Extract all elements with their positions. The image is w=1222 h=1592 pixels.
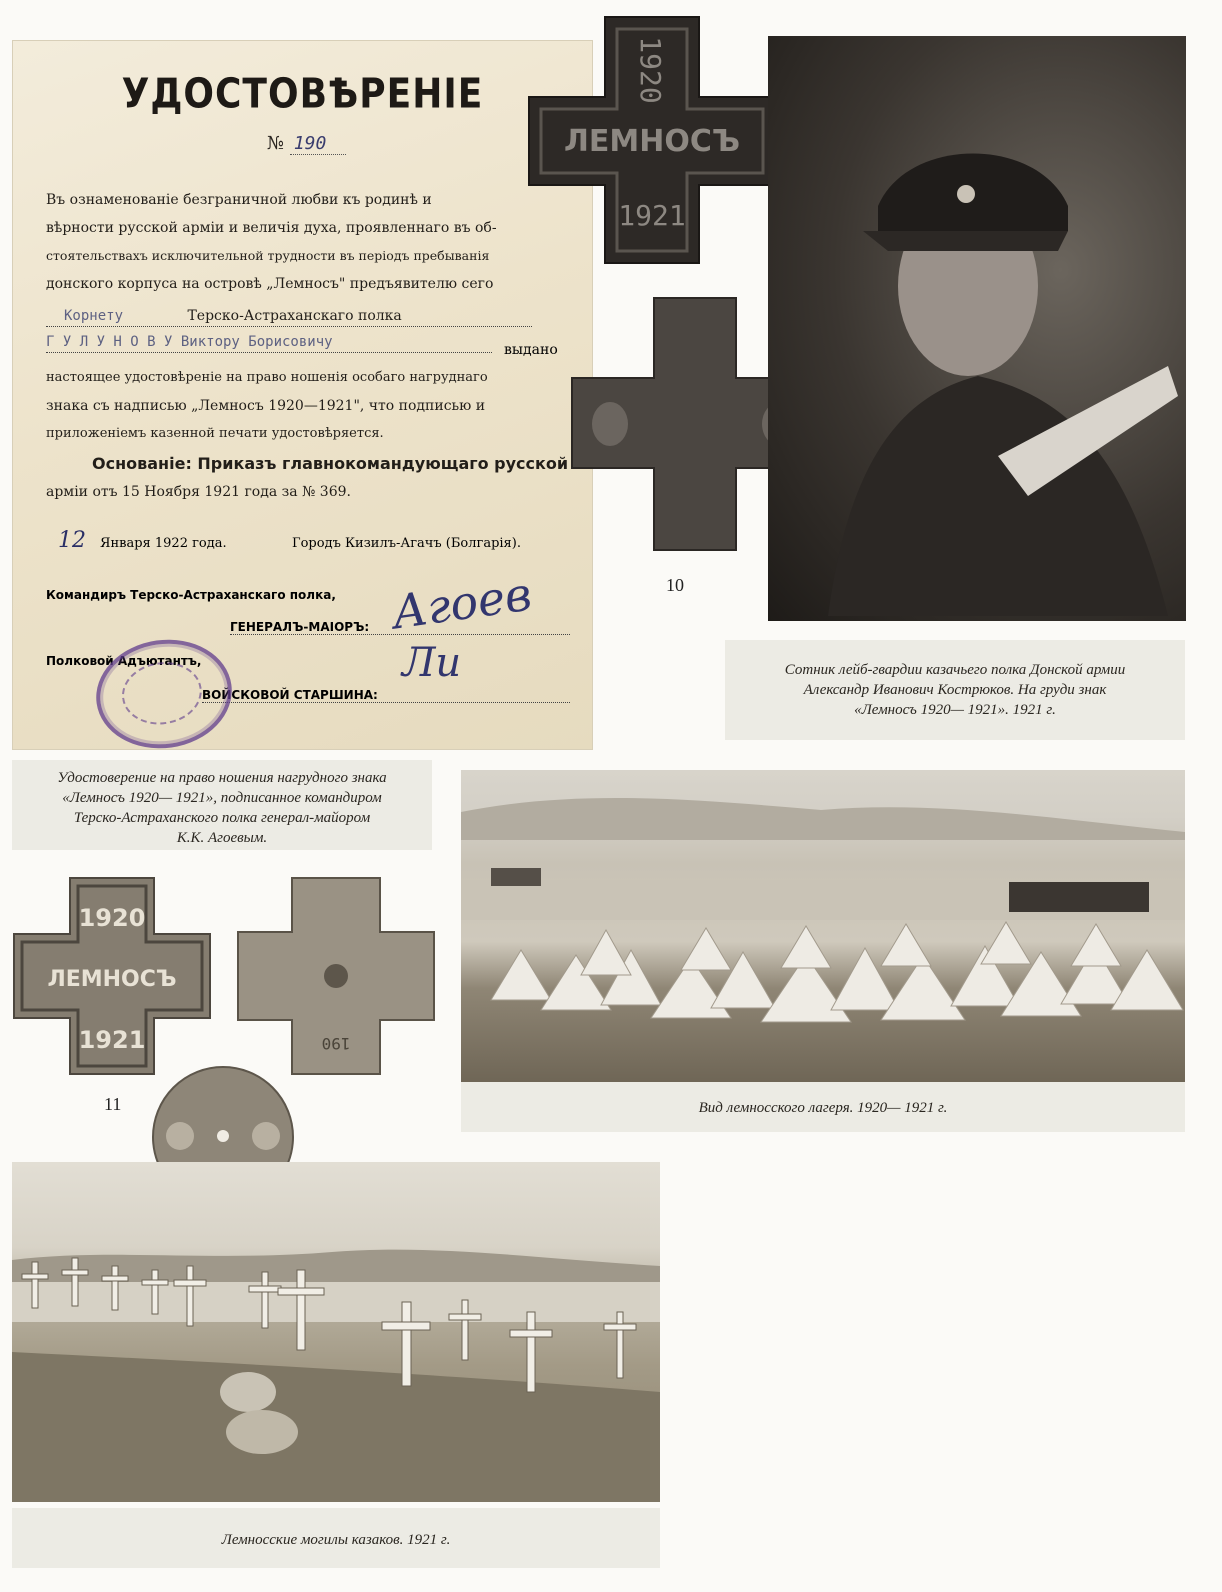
adjutant-label: Полковой Адъютантъ,	[46, 654, 202, 668]
badge-word: ЛЕМНОСЪ	[563, 124, 741, 159]
commander-label: Командиръ Терско-Астраханскаго полка,	[46, 588, 336, 602]
certificate-line: знака съ надписью „Лемносъ 1920—1921", что подписью и	[46, 398, 486, 414]
badge-year-bottom: 1921	[618, 199, 686, 232]
date-text: Января 1922 года.	[100, 536, 227, 551]
graves-caption: Лемносские могилы казаков. 1921 г.	[12, 1508, 660, 1568]
figure-number-10: 10	[666, 575, 684, 595]
certificate-line: донского корпуса на островѣ „Лемносъ" предъявителю сего	[46, 276, 494, 292]
starshina-label: ВОЙСКОВОЙ СТАРШИНА:	[202, 688, 570, 703]
officer-portrait-photo	[768, 36, 1186, 621]
badge-year-top: 1920	[634, 36, 667, 104]
certificate-image	[12, 40, 593, 750]
cossack-graves-photo	[12, 1162, 660, 1502]
certificate-number: № 190	[267, 133, 346, 154]
certificate-basis: Основаніе: Приказъ главнокомандующаго русской	[92, 454, 569, 473]
certificate-number-value: 190	[290, 133, 347, 155]
lemnos-badge-front	[527, 15, 777, 265]
small-badge-word: ЛЕМНОСЪ	[47, 967, 177, 992]
city-text: Городъ Кизилъ-Агачъ (Болгарія).	[292, 536, 521, 551]
small-badge-back-number: 190	[321, 1034, 351, 1053]
certificate-title: УДОСТОВѢРЕНIЕ	[121, 70, 484, 119]
certificate-line: Въ ознаменованіе безграничной любви къ родинѣ и	[46, 192, 432, 208]
certificate-name-row	[46, 332, 492, 353]
small-badge-year-top: 1920	[78, 904, 146, 932]
certificate-line: приложеніемъ казенной печати удостовѣряется.	[46, 426, 384, 441]
certificate-rank-row	[46, 306, 532, 327]
small-badge-back	[236, 876, 436, 1076]
regiment-stamp	[89, 631, 239, 757]
certificate-line: вѣрности русской арміи и величія духа, проявленнаго въ об-	[46, 220, 497, 236]
typed-name: Г У Л У Н О В У Виктору Борисовичу	[46, 334, 333, 350]
issued-label: выдано	[504, 342, 558, 358]
date-day: 12	[58, 528, 86, 553]
certificate-line: стоятельствахъ исключительной трудности въ періодъ пребыванія	[46, 248, 490, 263]
small-badge-front	[12, 876, 212, 1076]
camp-caption: Вид лемносского лагеря. 1920— 1921 г.	[461, 1082, 1185, 1132]
lemnos-camp-photo	[461, 770, 1185, 1082]
certificate-caption: Удостоверение на право ношения нагрудного знака «Лемносъ 1920— 1921», подписанное командиром Терско-Астраханского полка генерал-майором К.К. Агоевым.	[12, 760, 432, 850]
starshina-signature: Ли	[402, 640, 462, 686]
small-badge-year-bottom: 1921	[78, 1026, 146, 1054]
certificate-basis-2: арміи отъ 15 Ноября 1921 года за № 369.	[46, 484, 351, 500]
typed-rank: Корнету	[64, 308, 124, 324]
general-signature: Агоев	[388, 566, 535, 640]
portrait-caption: Сотник лейб-гвардии казачьего полка Донской армии Александр Иванович Кострюков. На груди знак «Лемносъ 1920— 1921». 1921 г.	[725, 640, 1185, 740]
general-label: ГЕНЕРАЛЪ-МАIОРЪ:	[230, 620, 570, 635]
regiment-label: Терско-Астраханскаго полка	[187, 308, 402, 324]
figure-number-11: 11	[104, 1094, 122, 1114]
certificate-line: настоящее удостовѣреніе на право ношенія особаго нагруднаго	[46, 370, 488, 385]
